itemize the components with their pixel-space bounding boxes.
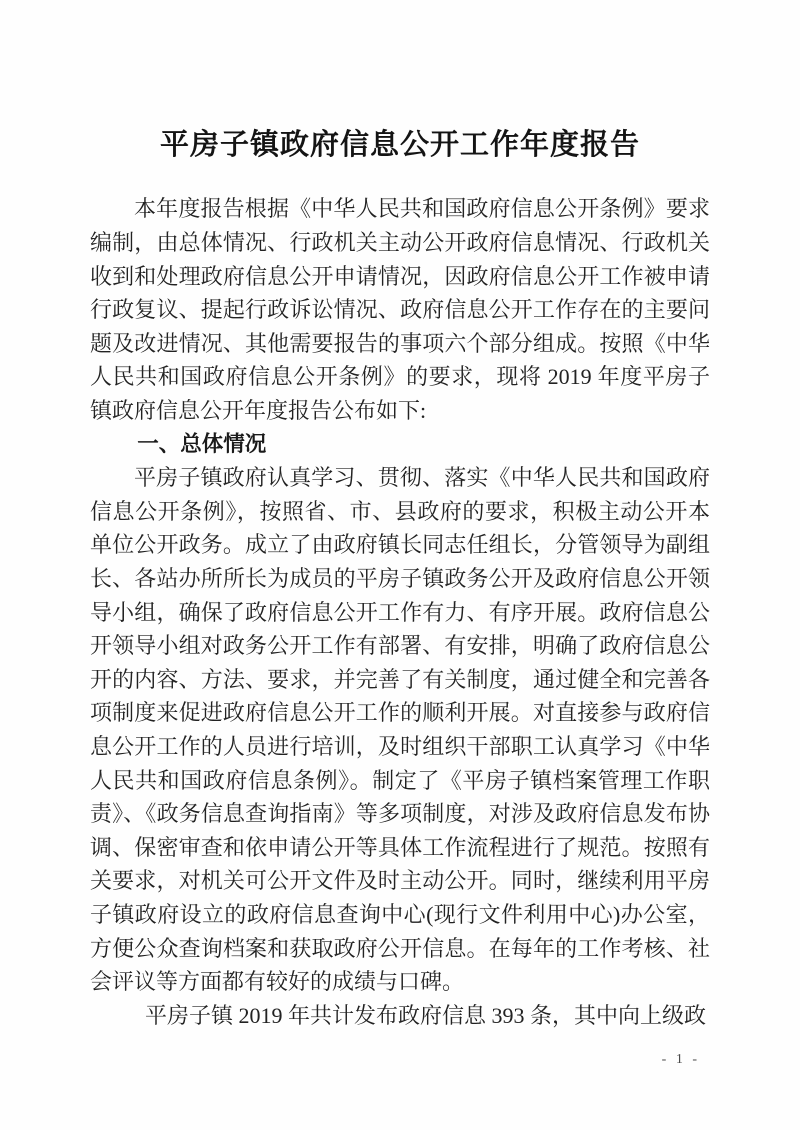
section-overview-paragraph: 平房子镇政府认真学习、贯彻、落实《中华人民共和国政府信息公开条例》，按照省、市、县政府的要求，积极主动公开本单位公开政务。成立了由政府镇长同志任组长，分管领导为副组长、各站办所所长为成员的平房子镇政务公开及政府信息公开领导小组，确保了政府信息公开工作有力、有序开展。政府信息公开领导小组对政务公开工作有部署、有安排，明确了政府信息公开的内容、方法、要求，并完善了有关制度，通过健全和完善各项制度来促进政府信息公开工作的顺利开展。对直接参与政府信息公开工作的人员进行培训，及时组织干部职工认真学习《中华人民共和国政府信息条例》。制定了《平房子镇档案管理工作职责》、《政务信息查询指南》等多项制度，对涉及政府信息发布协调、保密审查和依申请公开等具体工作流程进行了规范。按照有关要求，对机关可公开文件及时主动公开。同时，继续利用平房子镇政府设立的政府信息查询中心(现行文件利用中心)办公室，方便公众查询档案和获取政府公开信息。在每年的工作考核、社会评议等方面都有较好的成绩与口碑。 <box>90 465 710 995</box>
document-title: 平房子镇政府信息公开工作年度报告 <box>159 129 640 161</box>
page-number: - 1 - <box>661 1052 700 1067</box>
section-heading-overview: 一、总体情况 <box>137 431 267 456</box>
intro-paragraph: 本年度报告根据《中华人民共和国政府信息公开条例》要求编制，由总体情况、行政机关主动公开政府信息情况、行政机关收到和处理政府信息公开申请情况，因政府信息公开工作被申请行政复议、提起行政诉讼情况、政府信息公开工作存在的主要问题及改进情况、其他需要报告的事项六个部分组成。按照《中华人民共和国政府信息公开条例》的要求，现将 2019 年度平房子镇政府信息公开年度报告公布如下: <box>90 196 710 423</box>
stats-paragraph: 平房子镇 2019 年共计发布政府信息 393 条，其中向上级政 <box>145 1002 707 1028</box>
